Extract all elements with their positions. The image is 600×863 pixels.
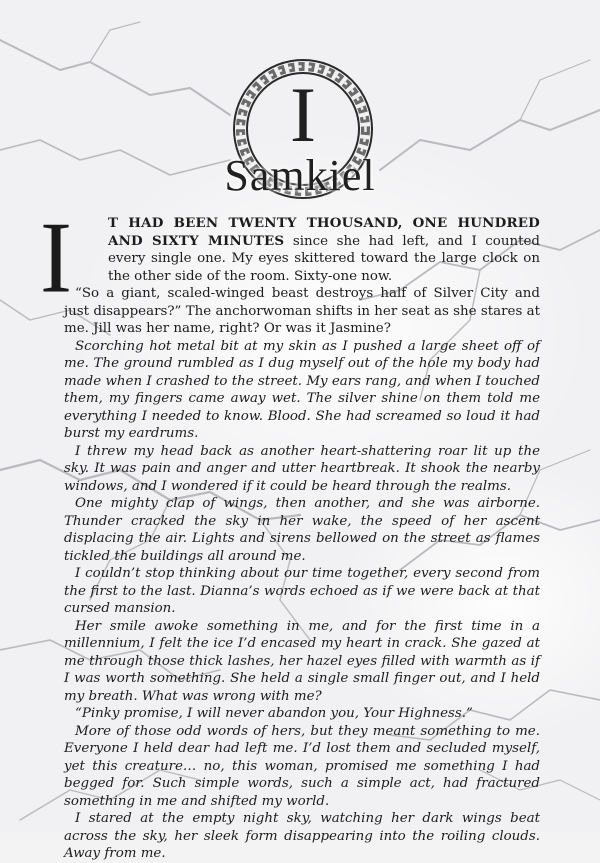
paragraph-3: Scorching hot metal bit at my skin as I pushed a large sheet off of me. The ground rumbled as I dug myself out of the hole my body had made when I crashed to the street. My ears rang, and when I touched them, my fingers came away wet. The silver shine on them told me everything I needed to know. Blood. She had screamed so loud it had burst my eardrums. xyxy=(64,338,540,441)
chapter-title: Samkiel xyxy=(224,151,376,200)
paragraph-4: I threw my head back as another heart-shattering roar lit up the sky. It was pain and anger and utter heartbreak. It shook the nearby windows, and I wondered if it could be heard through the realms. xyxy=(64,443,540,494)
chapter-body xyxy=(40,200,540,863)
paragraph-9: More of those odd words of hers, but they meant something to me. Everyone I held dear had left me. I’d lost them and secluded myself, yet this creature… no, this woman, promised me something I had begged for. Such simple words, such a simple act, had fractured something in me and shifted my world. xyxy=(64,723,540,809)
paragraph-8: “Pinky promise, I will never abandon you, Your Highness.” xyxy=(75,706,473,721)
paragraph-7: Her smile awoke something in me, and for the first time in a millennium, I felt the ice I’d encased my heart in crack. She gazed at me through those thick lashes, her hazel eyes filled with warmth as if I was worth something. She held a single small finger out, and I held my breath. What was wrong with me? xyxy=(64,618,540,704)
paragraph-2: “So a giant, scaled-winged beast destroys half of Silver City and just disappears?” The anchorwoman shifts in her seat as she stares at me. Jill was her name, right? Or was it Jasmine? xyxy=(64,286,540,336)
paragraph-1-rest: since she had left, and I counted every single one. My eyes skittered toward the large clock on the other side of the room. Sixty-one now. xyxy=(108,233,540,284)
paragraph-5: One mighty clap of wings, then another, and she was airborne. Thunder cracked the sky in her wake, the speed of her ascent displacing the air. Lights and sirens bellowed on the street as flames tickled the buildings all around me. xyxy=(64,496,540,564)
drop-cap: I xyxy=(40,200,72,314)
paragraph-10: I stared at the empty night sky, watching her dark wings beat across the sky, her sleek form disappearing into the roiling clouds. Away from me. xyxy=(64,811,540,861)
lead-caps: T HAD BEEN TWENTY THOUSAND, ONE HUNDRED AND SIXTY MINUTES xyxy=(108,215,540,249)
chapter-numeral: I xyxy=(290,71,316,158)
paragraph-6: I couldn’t stop thinking about our time together, every second from the first to the last. Dianna’s words echoed as if we were back at that cursed mansion. xyxy=(64,566,540,616)
